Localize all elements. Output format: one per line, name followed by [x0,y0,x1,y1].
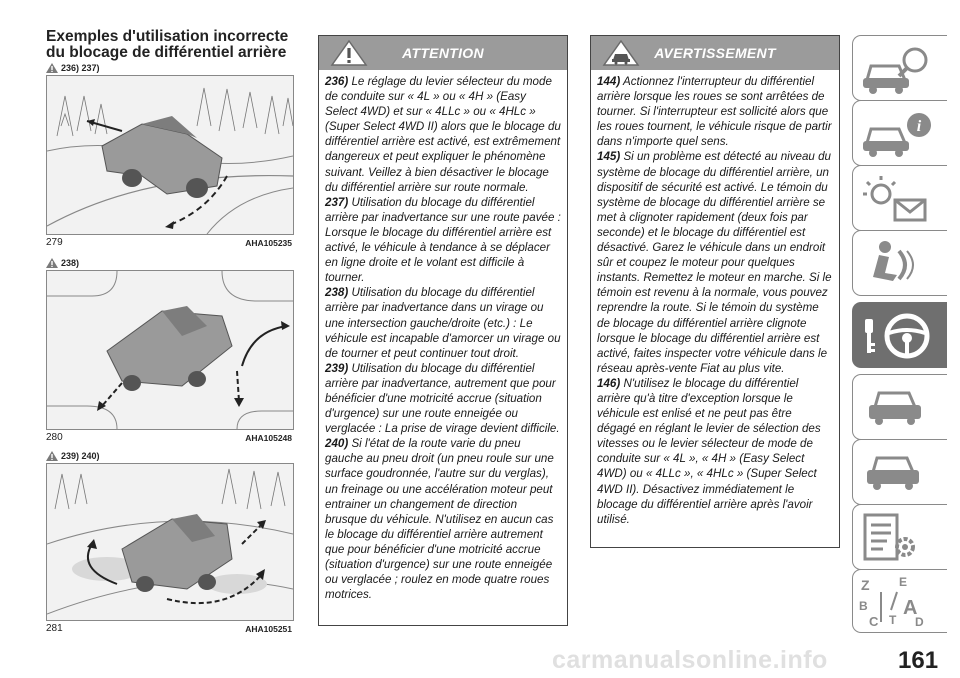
figure-refs-text: 239) 240) [61,451,100,461]
section-title [46,29,296,61]
warning-lights-message-icon [853,166,948,232]
figure-refs-text: 238) [61,258,80,268]
item-text: Utilisation du blocage du différentiel arrière par inadvertance, autrement que pour bénéficier d'une motricité accrue (situation d'urgence) sur une route enneigée ou verglacée : La prise de virage devient difficile. [325,361,560,436]
svg-text:Z: Z [861,577,870,593]
item-text: Actionnez l'interrupteur du différentiel arrière lorsque les roues se sont arrêtées de tourner. Si l'interrupteur est sollicité alors que les roues tournent, le véhicule risque de partir dans n'importe quel sens. [597,75,832,149]
avertissement-item [597,149,833,375]
avertissement-box [590,35,840,548]
item-text: Utilisation du blocage du différentiel arrière par inadvertance sur une route pavée : Lorsque le blocage du différentiel arrière est activé, le véhicule à tendance à se déplacer en ligne droite et le volant est difficile à tourner. [325,195,561,285]
avertissement-item [597,376,833,527]
seat-airbag-icon [853,231,948,297]
technical-data-icon [853,505,948,571]
item-number: 145) [597,150,621,164]
nav-tab-technical-data[interactable] [852,504,947,570]
nav-tab-emergency-situations[interactable] [852,374,947,440]
warning-icon [46,258,58,268]
figure-281-caption [46,623,292,634]
figure-number: 281 [46,623,63,634]
nav-tab-index[interactable] [852,569,947,633]
avertissement-item [597,74,833,149]
warning-icon [46,63,58,73]
car-emergency-icon [853,375,948,441]
item-number: 239) [325,361,349,375]
figure-code: AHA105251 [245,624,292,634]
item-number: 238) [325,286,349,300]
figure-refs [46,257,79,269]
nav-tab-emergency[interactable] [852,230,947,296]
item-number: 240) [325,437,349,451]
svg-text:E: E [899,575,908,589]
attention-title: ATTENTION [402,45,484,61]
car-maintenance-icon [853,440,948,506]
item-text: Si un problème est détecté au niveau du système de blocage du différentiel arrière, un dispositif de sécurité est activé. Le témoin du système de blocage du différentiel arrière se met à clignoter rapidement (deux fois par seconde) et le blocage du différentiel est désactivé. Garez le véhicule dans un endroit sûr et coupez le moteur pour quelques instants. Remettez le moteur en marche. Si le témoin est revenu à la normale, vous pouvez reprendre la route. Si le témoin du système de blocage du différentiel arrière clignote lorsque le blocage du différentiel arrière est activé, faites inspecter votre véhicule dans le réseau après-vente Fiat au plus vite. [597,150,832,375]
attention-item [325,361,561,436]
svg-text:D: D [915,615,924,629]
figure-279-caption [46,237,292,248]
attention-box [318,35,568,626]
figure-refs [46,450,100,462]
item-number: 237) [325,195,349,209]
attention-body [319,70,567,602]
nav-tab-lights-messages[interactable] [852,165,947,231]
attention-header [319,36,567,70]
nav-tab-maintenance[interactable] [852,439,947,505]
alphabetical-index-icon [853,570,948,634]
warning-icon [46,451,58,461]
item-number: 236) [325,75,349,88]
nav-tab-starting-driving[interactable] [852,302,947,368]
car-info-icon [853,101,948,167]
figure-279-illustration [46,75,294,235]
key-steering-wheel-icon [853,303,948,369]
item-number: 146) [597,376,621,390]
page-number: 161 [898,647,939,674]
svg-text:B: B [859,599,868,613]
item-text: Si l'état de la route varie du pneu gauche au pneu droit (un pneu roule sur une surface goudronnée, l'autre sur du verglas), un freinage ou une accélération moteur peut entrainer un changement de direction brusque du véhicule. N'utilisez en aucun cas le blocage du différentiel arrière autrement que pour bénéficier d'une motricité accrue (situation d'urgence) sur une route enneigée ou verglacée ; roulez en mode quatre roues motrices. [325,437,554,602]
figure-280-illustration [46,270,294,430]
figure-281-illustration [46,463,294,621]
attention-item [325,436,561,602]
item-text: Utilisation du blocage du différentiel arrière par inadvertance dans un virage ou une intersection gauche/droite (etc.) : Le véhicule est incapable d'amorcer un virage ou de tourner et peut continuer tout droit. [325,286,561,360]
car-search-icon [853,36,948,102]
svg-text:C: C [869,614,879,629]
figure-number: 279 [46,237,63,248]
nav-tab-knowing-vehicle[interactable] [852,35,947,101]
figure-code: AHA105235 [245,238,292,248]
item-number: 144) [597,75,621,88]
figure-number: 280 [46,432,63,443]
nav-tab-safety[interactable] [852,100,947,166]
figure-refs-text: 236) 237) [61,63,100,73]
svg-text:T: T [889,613,897,627]
item-text: N'utilisez le blocage du différentiel arrière qu'à titre d'exception lorsque le véhicule est enlisé et ne peut pas être dégagé en réglant le levier de sélection des vitesses ou le levier sélecteur de mode de conduite sur « 4L », « 4H » (Easy Select 4WD) ou « 4LLc », « 4HLc » (Super Select 4WD II). Désactivez immédiatement le blocage du différentiel arrière après l'avoir utilisé. [597,376,821,526]
svg-text:i: i [916,118,922,135]
svg-text:A: A [903,597,918,619]
figure-280-caption [46,432,292,443]
figure-code: AHA105248 [245,433,292,443]
attention-item [325,74,561,195]
avertissement-title: AVERTISSEMENT [654,45,776,61]
section-title-line2: du blocage de différentiel arrière [46,44,287,61]
attention-item [325,285,561,360]
attention-item [325,195,561,286]
avertissement-body [591,70,839,527]
item-text: Le réglage du levier sélecteur du mode de conduite sur « 4L » ou « 4H » (Easy Select 4WD) et sur « 4LLc » ou « 4HLc » (Super Select 4WD II) alors que le blocage du différentiel arrière est activé, est extrêmement dangereux et peut expliquer le phénomène suivant. Veillez à bien désactiver le blocage du différentiel arrière sur route normale. [325,75,561,194]
section-title-line1: Exemples d'utilisation incorrecte [46,28,289,45]
figure-refs [46,62,100,74]
avertissement-header [591,36,839,70]
watermark: carmanualsonline.info [552,646,828,674]
